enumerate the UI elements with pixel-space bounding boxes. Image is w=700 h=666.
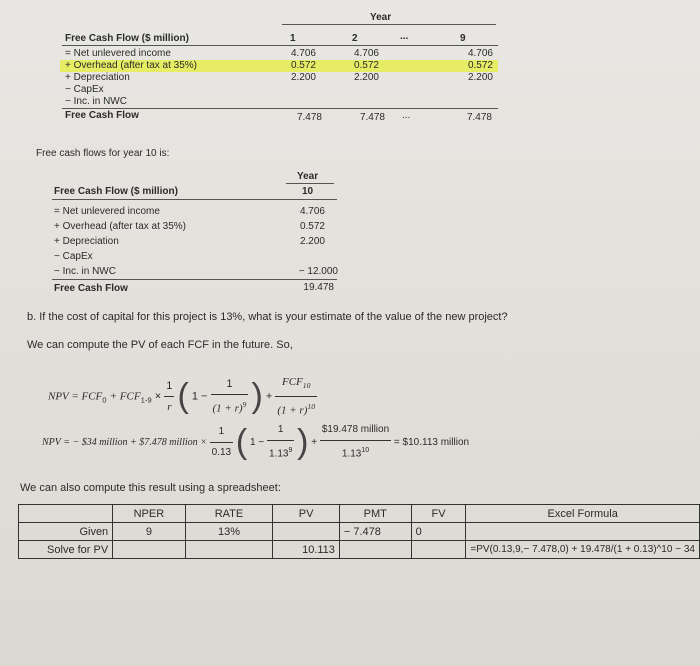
table2-total-cell: 19.478	[303, 282, 334, 293]
table-header: RATE	[185, 505, 273, 523]
table2-row-label: + Overhead (after tax at 35%)	[54, 221, 187, 232]
plus-sign: +	[265, 390, 273, 403]
table-row	[19, 523, 700, 541]
table1-cell: 4.706	[290, 48, 316, 59]
open-paren: (	[177, 377, 189, 416]
table1-row-label: = Net unlevered income	[65, 48, 171, 59]
table1-cell: 2.200	[290, 72, 316, 83]
table1-row-label: − Inc. in NWC	[65, 96, 127, 107]
discount-fraction-2	[267, 420, 294, 464]
table1-total-cell: 7.478	[359, 112, 385, 123]
table1-col-2: 2	[352, 33, 358, 44]
table1-cell: 2.200	[467, 72, 493, 83]
table2-cell: 2.200	[299, 236, 325, 247]
frac-den: 0.13	[211, 446, 232, 458]
table1-cell: 0.572	[467, 60, 493, 71]
spreadsheet-note: We can also compute this result using a spreadsheet:	[20, 482, 281, 494]
table1-year-header: Year	[370, 12, 392, 23]
table1-cell: 4.706	[467, 48, 493, 59]
table1-total-ellipsis: ...	[402, 110, 411, 121]
table-cell: 13%	[185, 523, 273, 541]
table2-year-header: Year	[297, 171, 319, 182]
table1-cell: 4.706	[353, 48, 379, 59]
table1-title: Free Cash Flow ($ million)	[65, 33, 189, 44]
terminal-fraction	[275, 372, 317, 421]
table1-row-label: + Overhead (after tax at 35%)	[65, 60, 198, 71]
table2-row-label: + Depreciation	[54, 236, 119, 247]
frac-den: r	[167, 400, 172, 413]
table-cell: − 7.478	[339, 523, 411, 541]
table1-year-rule	[282, 24, 496, 25]
table1-total-cell: 7.478	[466, 112, 492, 123]
frac-den: $(1 + r)^{10}$	[277, 402, 316, 417]
frac-num: $19.478 million	[320, 420, 391, 441]
table1-col-ellipsis: ...	[400, 31, 409, 42]
table1-row-label: − CapEx	[65, 84, 104, 95]
sub-0: 0	[102, 395, 107, 405]
table-cell	[411, 541, 466, 559]
npv-result: = $10.113 million	[393, 436, 470, 448]
close-paren: )	[251, 377, 263, 416]
table1-cell: 0.572	[290, 60, 316, 71]
table2-total-label: Free Cash Flow	[54, 283, 128, 294]
table-row	[19, 505, 700, 523]
table1-col-1: 1	[290, 33, 296, 44]
frac-den: 1.13$^9$	[268, 447, 293, 460]
sub-1-9: 1-9	[140, 395, 152, 405]
frac-num: $FCF_{10}$	[275, 372, 317, 397]
npv2-lhs: NPV = − $34 million + $7.478 million ×	[42, 436, 207, 448]
frac-num: 1	[164, 376, 174, 397]
table1-row-label: + Depreciation	[65, 72, 130, 83]
plus-fcf: + FCF	[109, 390, 141, 403]
open-paren: (	[235, 423, 248, 462]
frac-den: 1.13$^{10}$	[341, 447, 370, 460]
table1-cell: 0.572	[353, 60, 379, 71]
one-over-r	[164, 376, 174, 417]
table-header: PV	[273, 505, 340, 523]
table-header: Excel Formula	[466, 505, 700, 523]
table1-cell: 2.200	[353, 72, 379, 83]
table-cell	[466, 523, 700, 541]
table2-row-label: − CapEx	[54, 251, 93, 262]
table-row	[19, 541, 700, 559]
table2-title: Free Cash Flow ($ million)	[54, 186, 178, 197]
plus-sign: +	[311, 436, 318, 448]
one-minus: 1 −	[191, 390, 208, 403]
npv-formula-general	[48, 372, 317, 421]
one-minus: 1 −	[250, 436, 265, 448]
table2-row-label: − Inc. in NWC	[54, 266, 116, 277]
table-cell: 10.113	[273, 541, 340, 559]
table-cell	[339, 541, 411, 559]
table1-total-label: Free Cash Flow	[65, 110, 139, 121]
frac-num: 1	[211, 374, 249, 395]
table2-cell: − 12.000	[298, 266, 338, 277]
table1-total-rule	[62, 108, 498, 109]
table-header: FV	[411, 505, 466, 523]
one-over-rate	[210, 422, 233, 463]
npv-lhs: NPV = FCF	[48, 390, 103, 403]
excel-table	[18, 504, 700, 559]
table1-col-9: 9	[460, 33, 466, 44]
npv-formula-numeric	[42, 420, 469, 464]
close-paren: )	[297, 423, 309, 462]
table-cell: 9	[113, 523, 185, 541]
table2-year-rule	[286, 183, 334, 184]
year10-note: Free cash flows for year 10 is:	[36, 148, 170, 159]
table-cell: Solve for PV	[19, 541, 113, 559]
table2-title-rule	[52, 199, 337, 200]
table2-total-rule	[52, 279, 337, 280]
table2-row-label: = Net unlevered income	[54, 206, 160, 217]
frac-den: $(1 + r)^9$	[212, 400, 247, 415]
excel-formula-cell: =PV(0.13,9,− 7.478,0) + 19.478/(1 + 0.13)^10 − 34	[466, 541, 700, 559]
table2-cell: 4.706	[299, 206, 325, 217]
discount-fraction	[211, 374, 249, 419]
table-cell	[273, 523, 340, 541]
table2-col-10: 10	[302, 186, 314, 197]
table-header: PMT	[339, 505, 411, 523]
table-cell: Given	[19, 523, 113, 541]
pv-intro: We can compute the PV of each FCF in the future. So,	[27, 339, 293, 351]
question-b: b. If the cost of capital for this project is 13%, what is your estimate of the value of the new project?	[27, 311, 508, 323]
table-header: NPER	[113, 505, 185, 523]
frac-num: 1	[267, 420, 294, 441]
table2-cell: 0.572	[299, 221, 325, 232]
table-cell	[185, 541, 273, 559]
table-cell	[19, 505, 113, 523]
table-cell	[113, 541, 185, 559]
times-sign: ×	[154, 390, 162, 403]
table1-total-cell: 7.478	[296, 112, 322, 123]
table-cell: 0	[411, 523, 466, 541]
frac-num: 1	[210, 422, 233, 443]
terminal-fraction-2	[320, 420, 391, 464]
table1-title-rule	[62, 45, 498, 46]
